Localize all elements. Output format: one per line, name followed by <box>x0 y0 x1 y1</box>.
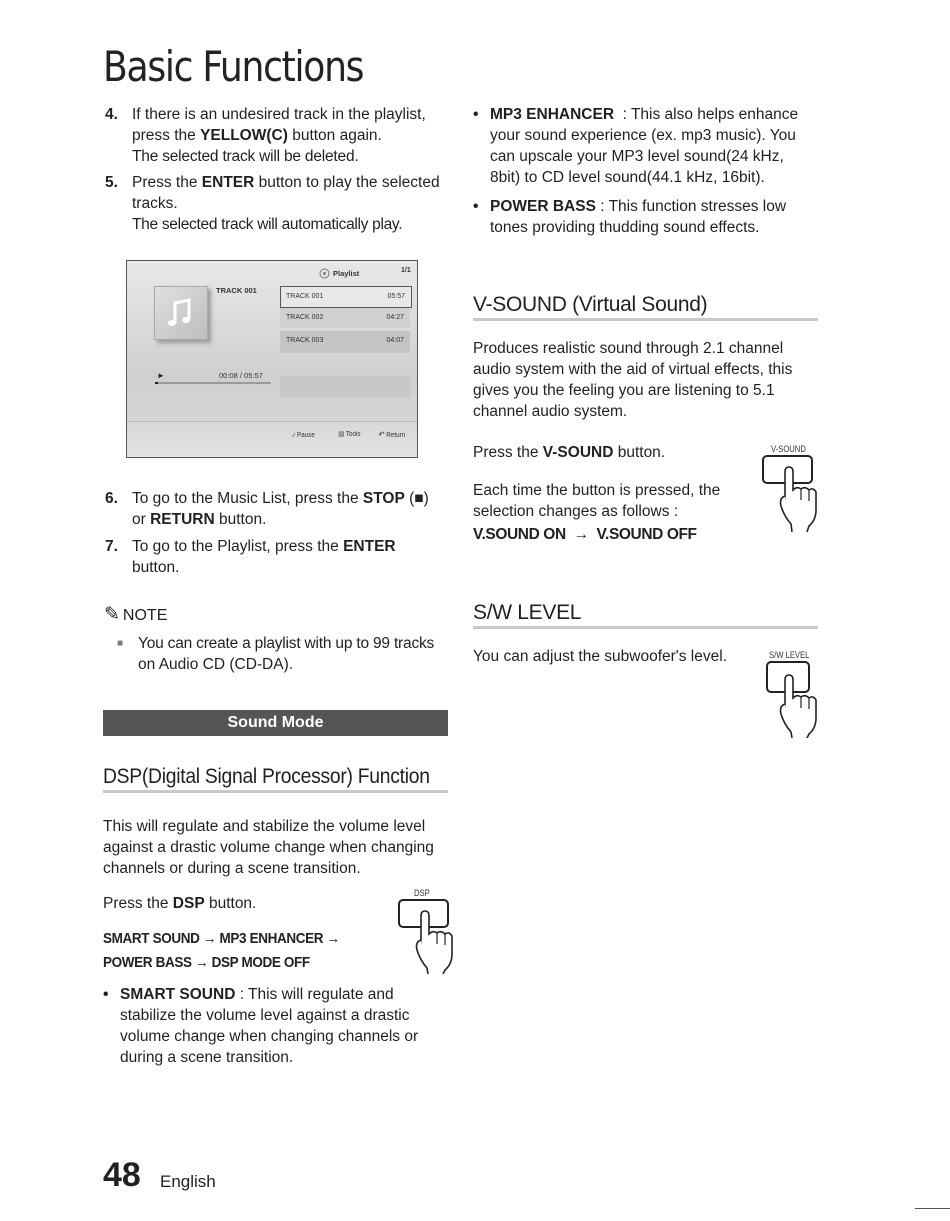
step-text: The selected track will be deleted. <box>132 148 359 165</box>
mode-name: POWER BASS <box>490 198 596 215</box>
smart-sound-item <box>103 984 448 1068</box>
page-title: Basic Functions <box>103 42 364 91</box>
step-number: 6. <box>105 490 118 507</box>
hand-press-icon <box>761 454 823 532</box>
description-text: your sound experience (ex. mp3 music). You <box>490 127 796 144</box>
vsound-press-instruction <box>473 442 665 463</box>
button-name: ENTER <box>201 174 255 191</box>
step-text: If there is an undesired track in the playlist, <box>132 106 426 123</box>
description-text: stabilize the volume level against a drastic <box>120 1007 410 1024</box>
instruction-text: button. <box>613 444 666 461</box>
track-name: TRACK 003 <box>286 337 324 344</box>
step-number: 7. <box>105 538 118 555</box>
mode-name: SMART SOUND <box>120 986 236 1003</box>
hand-press-icon <box>765 660 827 738</box>
track-time: 04:07 <box>386 337 404 344</box>
play-icon: ► <box>157 371 165 380</box>
track-name: TRACK 001 <box>286 293 324 300</box>
description-text: : This also helps enhance <box>614 106 799 123</box>
power-bass-item <box>473 196 823 238</box>
vsound-paragraph <box>473 338 823 422</box>
return-button[interactable] <box>378 430 405 439</box>
dsp-paragraph <box>103 816 448 879</box>
step-text: To go to the Music List, press the <box>132 490 363 507</box>
dsp-press-instruction <box>103 893 256 914</box>
arrow-icon: → <box>195 954 209 971</box>
arrow-icon: → <box>326 930 340 947</box>
step-4 <box>105 104 450 167</box>
playlist-track[interactable] <box>280 308 410 328</box>
return-label: Return <box>386 432 406 439</box>
paragraph-line: selection changes as follows : <box>473 503 679 520</box>
paragraph-line: channels or during a scene transition. <box>103 860 361 877</box>
playlist-label: Playlist <box>333 269 360 278</box>
paragraph-line: This will regulate and stabilize the volume level <box>103 818 426 835</box>
track-time: 04:27 <box>386 314 404 321</box>
section-heading: DSP(Digital Signal Processor) Function <box>103 765 430 788</box>
return-icon: ↶ <box>378 430 385 439</box>
tools-button[interactable] <box>338 430 360 438</box>
mp3-enhancer-item <box>473 104 823 188</box>
square-bullet-icon: ■ <box>117 638 124 649</box>
description-text: during a scene transition. <box>120 1049 294 1066</box>
note-heading <box>104 603 167 626</box>
step-number: 4. <box>105 106 118 123</box>
progress-time: 00:08 / 05:57 <box>219 371 263 380</box>
mode-name: DSP MODE OFF <box>211 954 310 971</box>
bullet-dot: • <box>103 986 109 1003</box>
note-item <box>117 633 457 675</box>
arrow-icon: → <box>202 930 217 947</box>
remote-button-label: S/W LEVEL <box>769 650 810 660</box>
paragraph-line: channel audio system. <box>473 403 628 420</box>
playlist-track-selected[interactable] <box>280 286 412 308</box>
description-text: volume change when changing channels or <box>120 1028 419 1045</box>
playlist-screen <box>126 260 418 458</box>
instruction-text: Press the <box>103 895 173 912</box>
step-5 <box>105 172 450 235</box>
step-number: 5. <box>105 174 118 191</box>
mode-name: SMART SOUND <box>103 930 200 947</box>
vsound-each-text <box>473 480 753 522</box>
arrow-icon: → <box>573 526 589 543</box>
description-text: can upscale your MP3 level sound(24 kHz, <box>490 148 784 165</box>
pencil-icon: ✎ <box>104 604 120 625</box>
step-text: button. <box>214 511 267 528</box>
button-name: RETURN <box>150 511 215 528</box>
step-text: (■) <box>404 490 429 507</box>
music-note-icon <box>155 287 207 339</box>
playlist-track[interactable] <box>280 331 410 353</box>
page-number: 48 <box>103 1156 141 1194</box>
step-text: button to play the selected <box>254 174 440 191</box>
button-name: V-SOUND <box>542 444 614 461</box>
mode-name: MP3 ENHANCER <box>490 106 615 123</box>
instruction-text: Press the <box>473 444 543 461</box>
bullet-dot: • <box>473 106 479 123</box>
playlist-empty-row <box>280 376 410 398</box>
heading-rule <box>473 318 818 321</box>
button-name: DSP <box>172 895 205 912</box>
page-language: English <box>160 1172 216 1191</box>
hand-press-icon <box>397 898 459 974</box>
section-band: Sound Mode <box>103 710 448 736</box>
page-indicator: 1/1 <box>401 267 411 274</box>
corner-rule <box>915 1208 950 1209</box>
button-name: ENTER <box>343 538 396 555</box>
description-text: : This will regulate and <box>235 986 394 1003</box>
mode-name: MP3 ENHANCER <box>219 930 324 947</box>
screen-button-bar <box>127 421 417 458</box>
track-time: 05:57 <box>387 293 405 300</box>
pause-button[interactable] <box>291 430 315 440</box>
note-text: You can create a playlist with up to 99 tracks <box>138 635 435 652</box>
now-playing-title: TRACK 001 <box>216 286 257 295</box>
description-text: tones providing thudding sound effects. <box>490 219 760 236</box>
step-6 <box>105 488 450 530</box>
mode-name: V.SOUND OFF <box>596 526 697 543</box>
paragraph-line: gives you the feeling you are listening to 5.1 <box>473 382 775 399</box>
heading-rule <box>103 790 448 793</box>
dsp-sequence-line2 <box>103 954 310 971</box>
paragraph-line: Each time the button is pressed, the <box>473 482 721 499</box>
vsound-sequence <box>473 526 697 544</box>
album-art <box>154 286 208 340</box>
mode-name: V.SOUND ON <box>473 526 566 543</box>
step-text: button again. <box>287 127 382 144</box>
step-text: tracks. <box>132 195 178 212</box>
step-text: Press the <box>132 174 202 191</box>
button-name: YELLOW(C) <box>200 127 288 144</box>
instruction-text: button. <box>204 895 257 912</box>
description-text: : This function stresses low <box>595 198 787 215</box>
step-text: button. <box>132 559 180 576</box>
tools-icon: ▤ <box>338 431 345 438</box>
heading-rule <box>473 626 818 629</box>
note-text: on Audio CD (CD-DA). <box>138 656 294 673</box>
progress-bar <box>155 382 271 384</box>
remote-button-label: DSP <box>414 888 430 898</box>
track-name: TRACK 002 <box>286 314 324 321</box>
step-text: To go to the Playlist, press the <box>132 538 344 555</box>
progress-fill <box>155 382 158 384</box>
pause-icon: ⍻ <box>291 430 296 439</box>
section-heading: V-SOUND (Virtual Sound) <box>473 293 708 316</box>
mode-name: POWER BASS <box>103 954 192 971</box>
step-text: press the <box>132 127 201 144</box>
step-text: The selected track will automatically play. <box>132 216 403 233</box>
playlist-icon <box>319 268 330 279</box>
pause-label: Pause <box>297 432 315 439</box>
paragraph-line: Produces realistic sound through 2.1 channel <box>473 340 784 357</box>
dsp-sequence-line1 <box>103 930 340 947</box>
note-label: NOTE <box>122 607 168 624</box>
step-text: or <box>132 511 151 528</box>
section-heading: S/W LEVEL <box>473 601 582 624</box>
remote-button-label: V-SOUND <box>771 444 806 454</box>
step-7 <box>105 536 450 578</box>
paragraph-line: audio system with the aid of virtual effects, this <box>473 361 793 378</box>
bullet-dot: • <box>473 198 479 215</box>
paragraph-line: against a drastic volume change when changing <box>103 839 434 856</box>
description-text: 8bit) to CD level sound(44.1 kHz, 16bit). <box>490 169 765 186</box>
tools-label: Tools <box>345 431 361 438</box>
button-name: STOP <box>362 490 405 507</box>
sw-level-text: You can adjust the subwoofer's level. <box>473 648 727 665</box>
